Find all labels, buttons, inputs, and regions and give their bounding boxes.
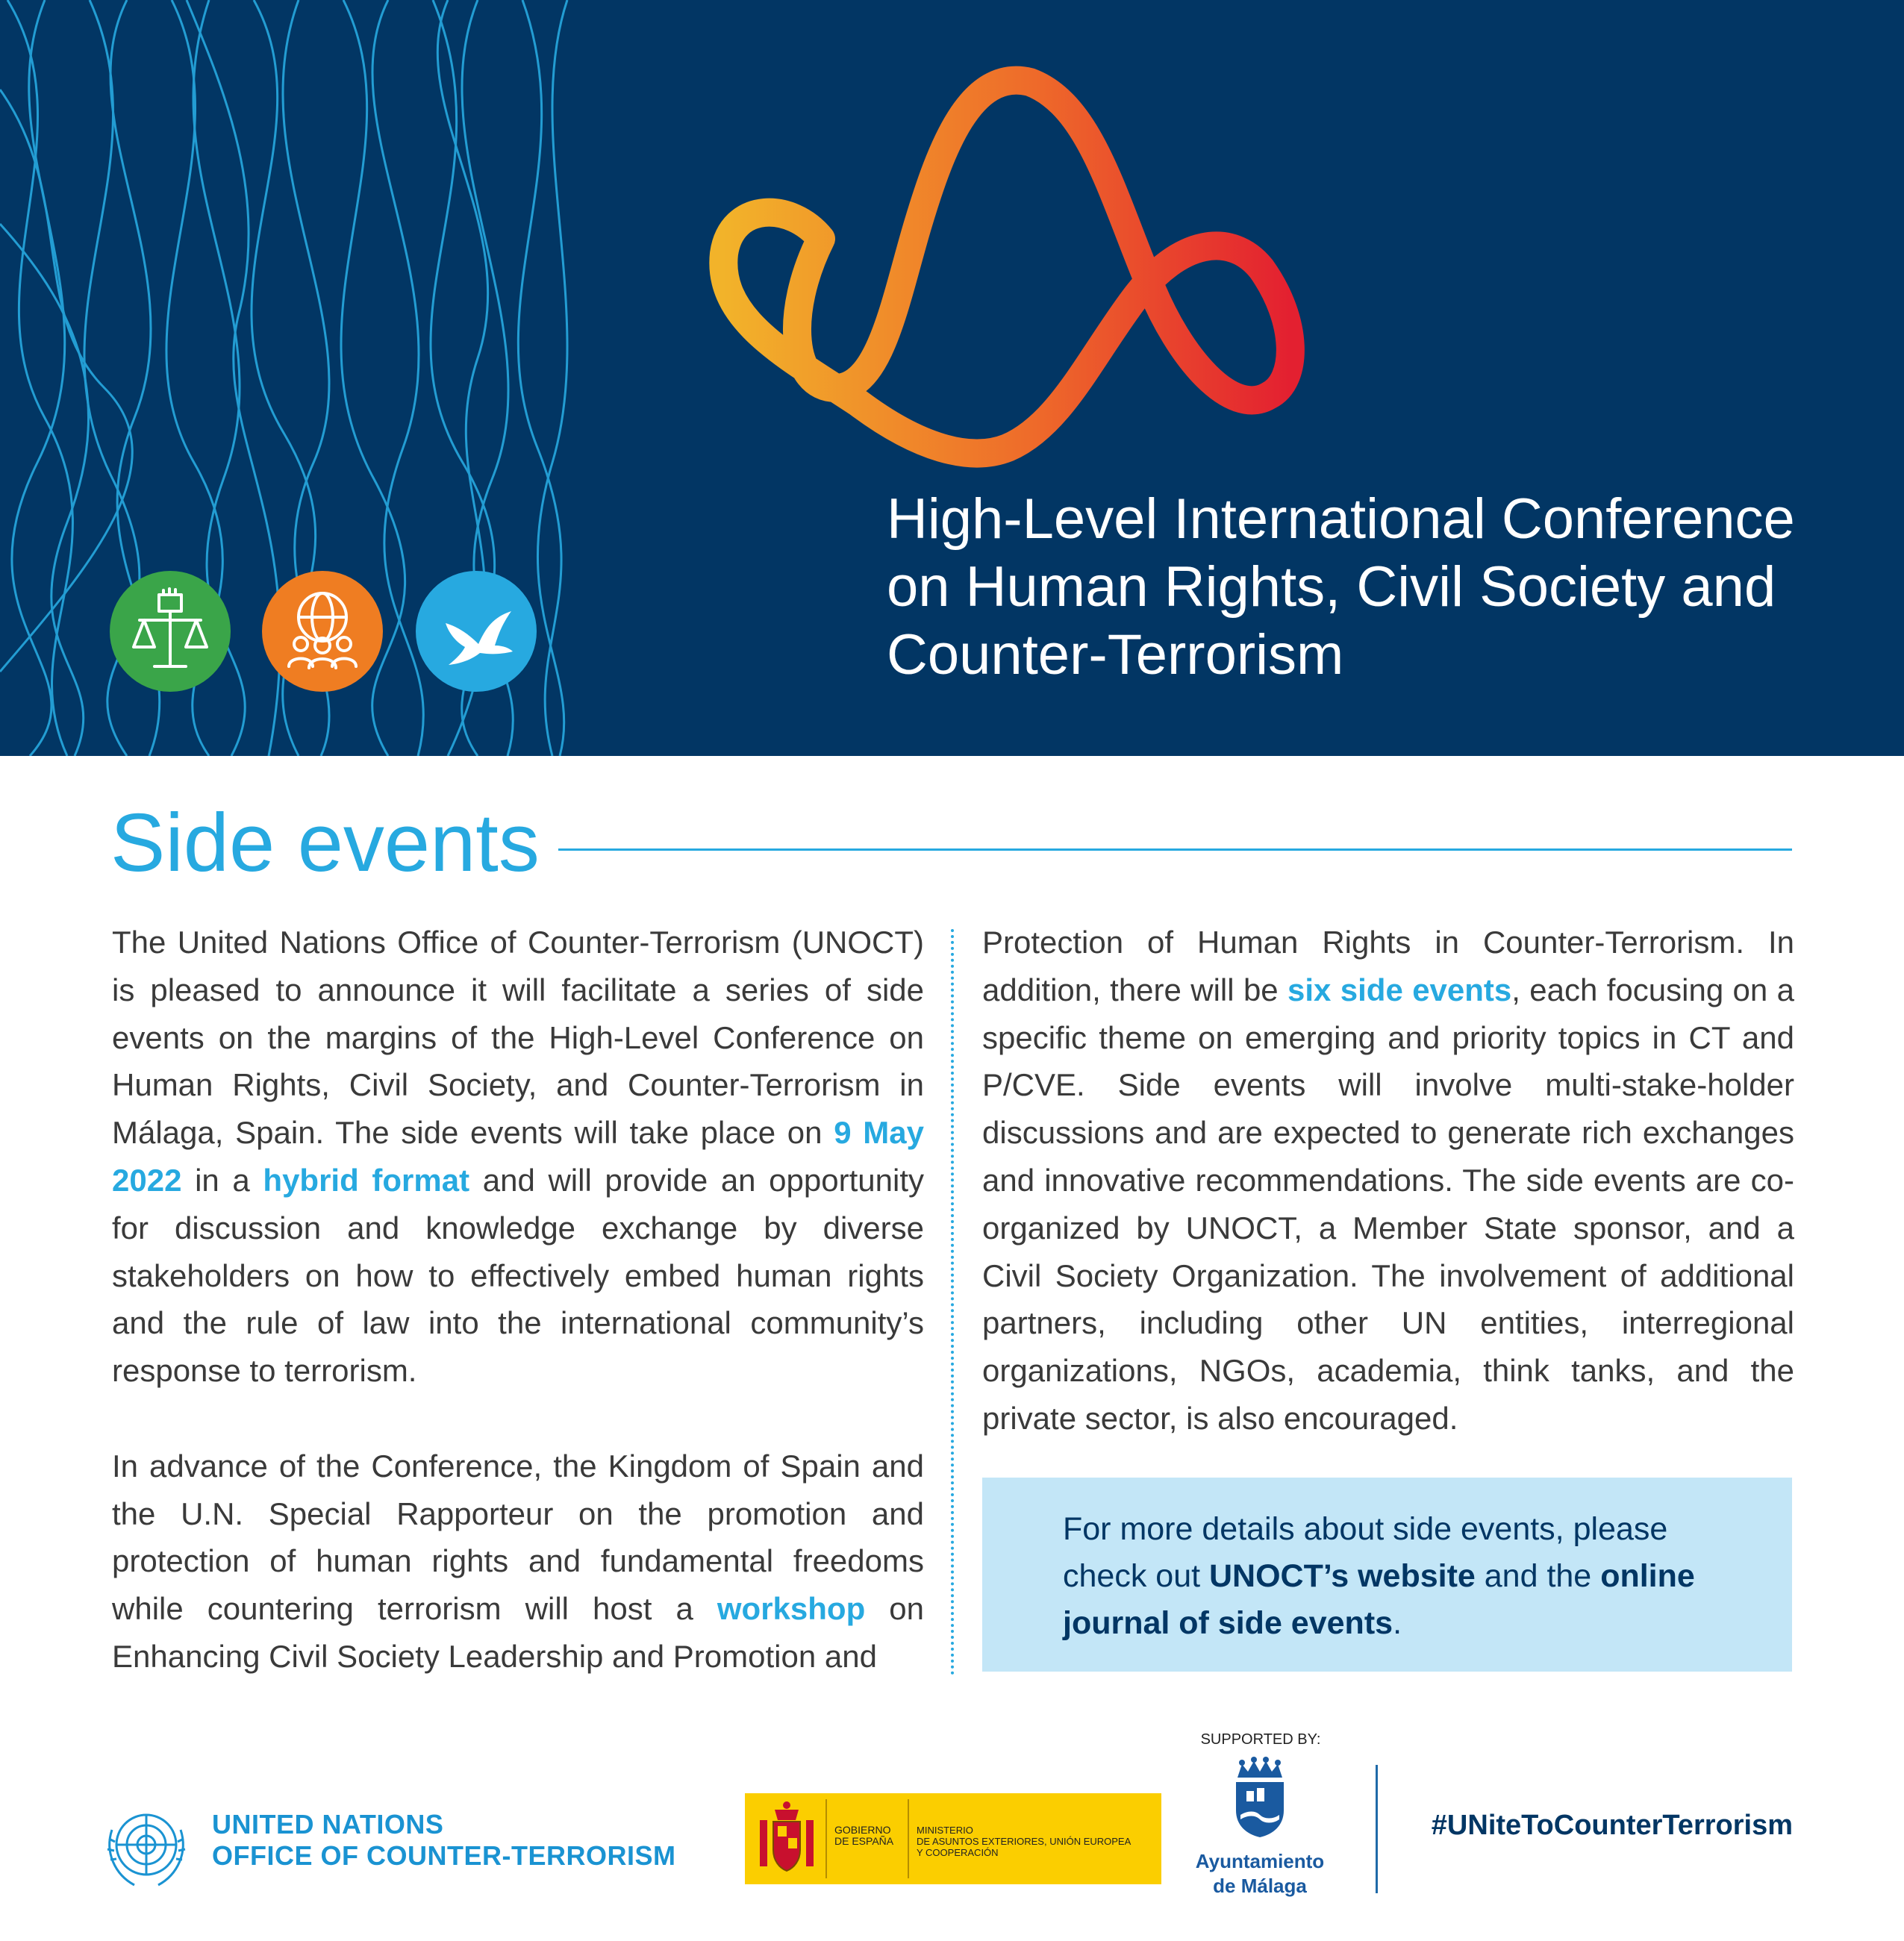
column-divider <box>951 929 954 1675</box>
campaign-hashtag[interactable]: #UNiteToCounterTerrorism <box>1431 1810 1793 1841</box>
intro-text-3: and will provide an opportunity for discussion and knowledge exchange by diverse stakeholders on how to effectively embed human rights and the rule of law into the international community’s response to terrorism. <box>112 1162 924 1389</box>
hybrid-format-link[interactable]: hybrid format <box>263 1162 470 1198</box>
intro-text-1: The United Nations Office of Counter-Terrorism (UNOCT) is pleased to announce it will facilitate a series of side events on the margins of the High-Level Conference on Human Rights, Civil Society, and Counter-Terrorism in Málaga, Spain. The side events will take place on <box>112 925 924 1151</box>
details-callout <box>982 1478 1792 1672</box>
ministerio-name <box>917 1825 1155 1858</box>
gobierno-line-1: GOBIERNO <box>834 1824 891 1836</box>
ministerio-line-2: DE ASUNTOS EXTERIORES, UNIÓN EUROPEA <box>917 1836 1132 1847</box>
intro-text-2: in a <box>181 1162 263 1198</box>
online-journal-link[interactable]: online journal of side events <box>1063 1558 1695 1641</box>
spain-government-logo <box>745 1793 1161 1884</box>
malaga-crest-icon <box>1230 1755 1290 1842</box>
intro-paragraph <box>112 919 924 1395</box>
supported-by-label: SUPPORTED BY: <box>1200 1731 1321 1748</box>
dove-icon <box>416 571 537 692</box>
un-name-line-1: UNITED NATIONS <box>212 1809 444 1840</box>
hero-banner <box>0 0 1904 756</box>
globe-people-icon <box>262 571 383 692</box>
callout-text-1: For more details about side events, please check out <box>1063 1511 1668 1594</box>
un-name-line-2: OFFICE OF COUNTER-TERRORISM <box>212 1840 676 1871</box>
right-column <box>982 919 1794 1443</box>
conference-title-line-2: on Human Rights, Civil Society and <box>887 555 1776 619</box>
spain-logo-separator-1 <box>825 1799 827 1878</box>
callout-text <box>1063 1506 1750 1647</box>
malaga-line-2: de Málaga <box>1213 1875 1307 1897</box>
workshop-link[interactable]: workshop <box>717 1591 866 1627</box>
side-events-text-2: , each focusing on a specific theme on emerging and priority topics in CT and P/CVE. Side events will involve multi-stake-holder discussions and are expected to generate rich exchanges and innovative recommendations. The side events are co-organized by UNOCT, a Member State sponsor, and a Civil Society Organization. The involvement of additional partners, including other UN entities, interregional organizations, NGOs, academia, think tanks, and the private sector, is also encouraged. <box>982 972 1794 1436</box>
malaga-line-1: Ayuntamiento <box>1195 1850 1325 1872</box>
justice-scales-fist-icon <box>110 571 231 692</box>
unoct-name <box>212 1809 675 1872</box>
event-date: 9 May 2022 <box>112 1115 924 1198</box>
un-emblem-icon <box>100 1800 193 1896</box>
workshop-text-2: on Enhancing Civil Society Leadership and Promotion and <box>112 1591 924 1674</box>
section-title: Side events <box>110 797 540 889</box>
conference-title-line-3: Counter-Terrorism <box>887 623 1344 687</box>
footer-vertical-rule <box>1376 1765 1378 1893</box>
unoct-website-link[interactable]: UNOCT’s website <box>1209 1558 1476 1594</box>
spain-logo-separator-2 <box>908 1799 909 1878</box>
ayuntamiento-de-malaga <box>1187 1849 1333 1898</box>
callout-text-2: and the <box>1475 1558 1601 1594</box>
spain-coat-of-arms-icon <box>755 1801 818 1877</box>
gobierno-line-2: DE ESPAÑA <box>834 1835 894 1847</box>
workshop-text-1: In advance of the Conference, the Kingdom of Spain and the U.N. Special Rapporteur on the promotion and protection of human rights and fundamental freedoms while countering terrorism will host a <box>112 1448 924 1627</box>
gobierno-de-espana <box>834 1825 893 1847</box>
workshop-paragraph <box>112 1443 924 1681</box>
callout-text-3: . <box>1393 1605 1402 1641</box>
conference-title <box>887 485 1879 689</box>
side-events-text-1: Protection of Human Rights in Counter-Terrorism. In addition, there will be <box>982 925 1794 1007</box>
left-column <box>112 919 924 1681</box>
conference-title-line-1: High-Level International Conference <box>887 487 1795 551</box>
ministerio-line-3: Y COOPERACIÓN <box>917 1847 999 1858</box>
section-title-rule <box>558 848 1792 851</box>
six-side-events-link[interactable]: six side events <box>1287 972 1512 1007</box>
side-events-paragraph <box>982 919 1794 1443</box>
conference-ribbon-logo <box>723 81 1290 454</box>
ministerio-line-1: MINISTERIO <box>917 1825 973 1836</box>
